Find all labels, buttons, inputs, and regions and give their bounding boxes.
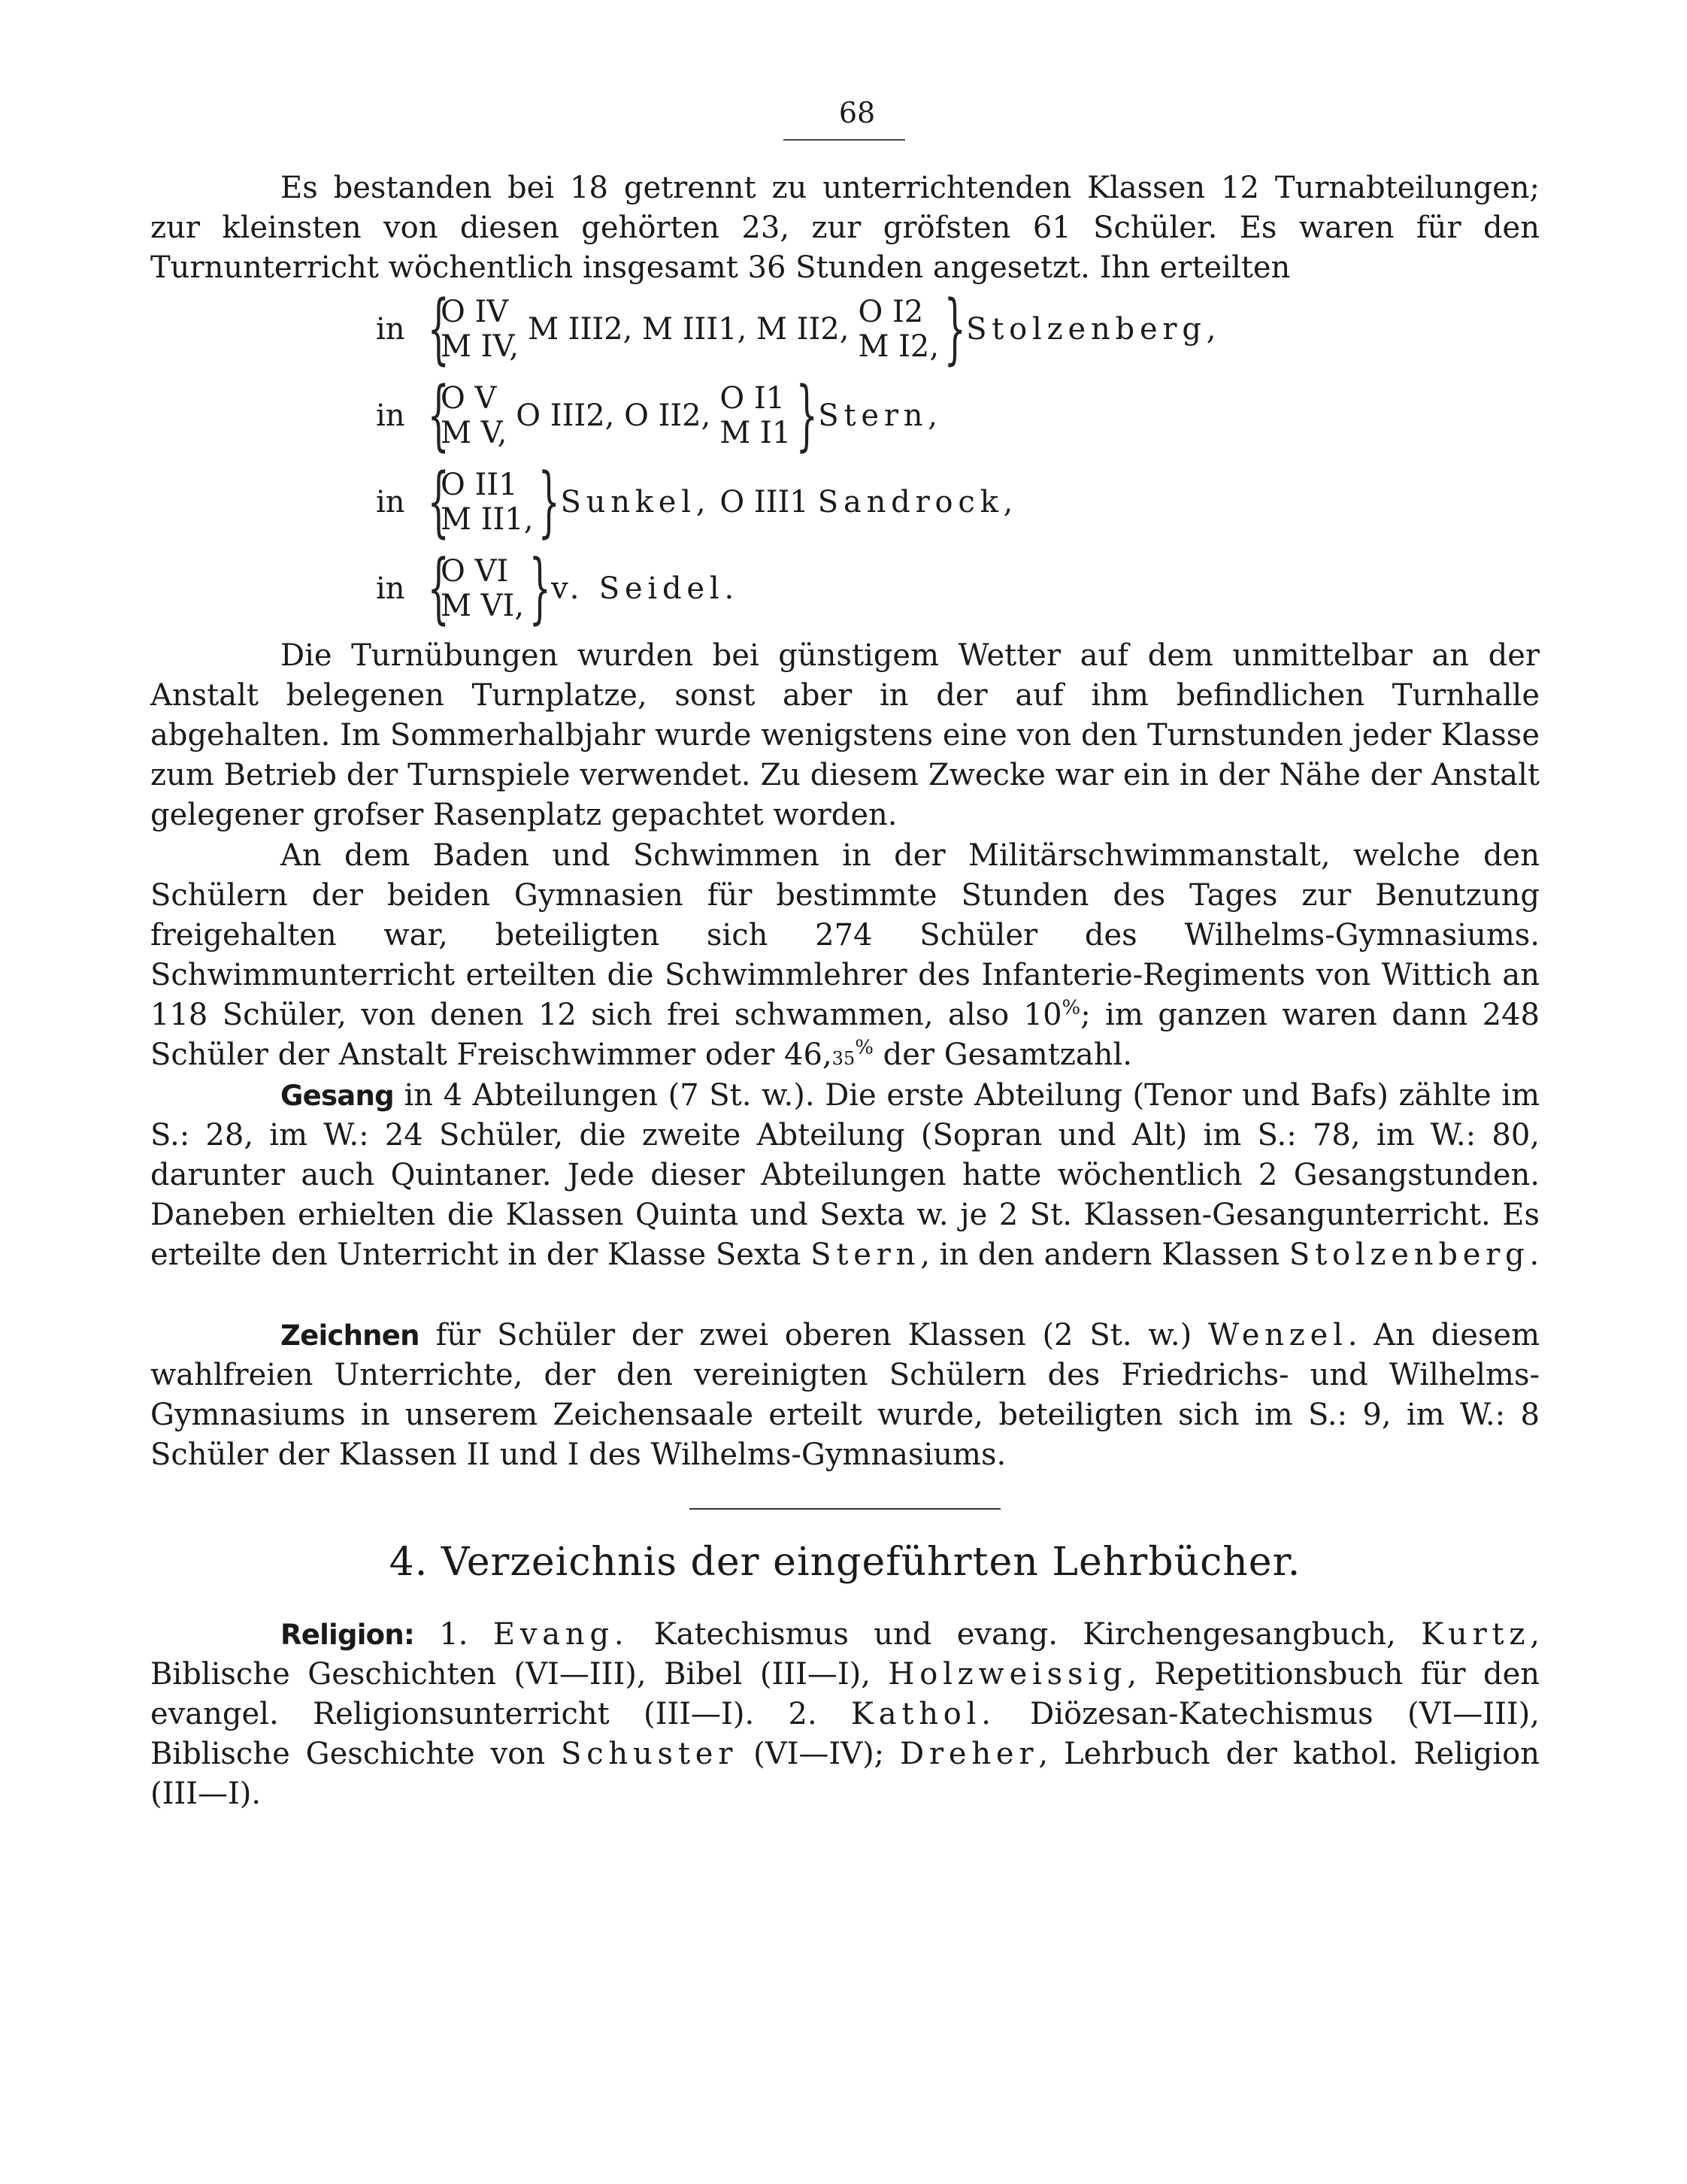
- left-brace-icon: {: [427, 544, 450, 633]
- in-word: in: [376, 485, 405, 519]
- class-top: O I1: [719, 381, 786, 416]
- class-top: O VI: [441, 554, 509, 589]
- section-separator: [689, 1508, 1001, 1510]
- author-name: Holzweissig: [888, 1657, 1128, 1692]
- class-list: M III2, M III1, M II2,: [528, 312, 850, 347]
- text-segment: 1.: [414, 1617, 493, 1652]
- section-heading: 4. Verzeichnis der eingeführten Lehrbücher.: [389, 1540, 1301, 1585]
- class-list: O III2, O II2,: [516, 398, 711, 433]
- in-word: in: [376, 398, 405, 433]
- page-number: 68: [838, 96, 876, 129]
- right-brace-icon: }: [538, 457, 561, 547]
- text-segment: An dem Baden und Schwimmen in der Militärschwimmanstalt, welche den Schülern der beiden Gymnasien für bestimmte Stunden des Tages zur Benutzung freigehalten war, beteiligten sich 274 Schüler des Wilhelms-Gymnasiums. Schwimmunterricht erteilten die Schwimmlehrer des Infanterie-Regiments von Wittich an 118 Schüler, von denen 12 sich frei schwammen, also 10: [150, 838, 1540, 1032]
- paragraph-schwimmen: [150, 836, 1540, 1079]
- text-segment: . An diesem wahlfreien Unterrichte, der den vereinigten Schülern des Friedrichs- und Wilhelms-Gymnasiums in unserem Zeichensaale erteilt wurde, beteiligten sich im S.: 9, im W.: 8 Schüler der Klassen II und I des Wilhelms-Gymnasiums.: [150, 1318, 1540, 1472]
- paragraph-zeichnen: [150, 1316, 1540, 1475]
- right-brace-icon: }: [529, 544, 551, 633]
- paragraph-turnabteilungen: Es bestanden bei 18 getrennt zu unterrichtenden Klassen 12 Turnabteilungen; zur kleinsten von diesen gehörten 23, zur gröfsten 61 Schüler. Es waren für den Turnunterricht wöchentlich insgesamt 36 Stunden angesetzt. Ihn erteilten: [150, 171, 1540, 285]
- right-brace-icon: }: [795, 371, 819, 460]
- teacher-name: Wenzel: [1208, 1318, 1348, 1353]
- spaced-term: Evang.: [492, 1617, 629, 1652]
- paragraph-gesang: [150, 1076, 1540, 1275]
- decimal-digits: 35: [831, 1048, 856, 1069]
- class-bottom: M I2,: [858, 329, 940, 364]
- assignment-row-stolzenberg: [376, 284, 1222, 374]
- page-number-rule: [783, 139, 905, 141]
- text-segment: für Schüler der zwei oberen Klassen (2 St. w.): [419, 1318, 1209, 1353]
- in-word: in: [376, 571, 405, 606]
- right-brace-icon: }: [943, 284, 966, 374]
- assignment-row-sunkel: [376, 457, 1019, 547]
- text-segment: , in den andern Klassen: [920, 1237, 1289, 1272]
- section-label-gesang: Gesang: [280, 1080, 394, 1112]
- text-segment: ; im ganzen waren dann 248 Schüler der Anstalt Freischwimmer oder 46,: [150, 998, 1540, 1072]
- text-segment: , Biblische Geschichten (VI—III), Bibel (III—I),: [150, 1617, 1540, 1692]
- class-bottom: M VI,: [441, 589, 525, 623]
- class-top: O V: [441, 381, 497, 416]
- class-stack: [441, 381, 507, 450]
- text-segment: (VI—IV);: [737, 1737, 901, 1771]
- paragraph-religion: [150, 1615, 1540, 1814]
- class-bottom: M V,: [441, 416, 507, 450]
- spaced-term: Kathol.: [851, 1697, 996, 1731]
- class-stack-right: [719, 381, 791, 450]
- teacher-name: Stern: [810, 1237, 921, 1272]
- section-label-religion: Religion:: [280, 1619, 415, 1651]
- class-list: O III1: [719, 485, 809, 519]
- section-label-zeichnen: Zeichnen: [280, 1319, 419, 1352]
- class-stack: [441, 295, 519, 364]
- left-brace-icon: {: [427, 284, 450, 374]
- teacher-name: Stolzenberg,: [966, 312, 1222, 347]
- text-segment: der Gesamtzahl.: [873, 1037, 1132, 1072]
- class-bottom: M II1,: [441, 502, 534, 537]
- author-name: Dreher: [900, 1737, 1039, 1771]
- left-brace-icon: {: [427, 457, 450, 547]
- text-segment: , Lehrbuch der kathol. Religion (III—I).: [150, 1737, 1540, 1811]
- class-bottom: M IV,: [441, 329, 519, 364]
- left-brace-icon: {: [427, 371, 450, 460]
- percent-sign: %: [1062, 996, 1081, 1019]
- paragraph-turnuebungen: Die Turnübungen wurden bei günstigem Wetter auf dem unmittelbar an der Anstalt belegenen Turnplatze, sonst aber in der auf ihm befindlichen Turnhalle abgehalten. Im Sommerhalbjahr wurde wenigstens eine von den Turnstunden jeder Klasse zum Betrieb der Turnspiele verwendet. Zu diesem Zwecke war ein in der Nähe der Anstalt gelegener grofser Rasenplatz gepachtet worden.: [150, 638, 1540, 832]
- author-name: Kurtz: [1421, 1617, 1531, 1652]
- class-stack: [441, 468, 533, 537]
- assignment-row-seidel: [376, 544, 740, 633]
- text-segment: Diözesan-Katechismus (VI—III), Biblische Geschichte von: [150, 1697, 1540, 1771]
- in-word: in: [376, 312, 405, 347]
- teacher-name: v. Seidel.: [551, 571, 740, 606]
- author-name: Schuster: [561, 1737, 738, 1771]
- class-top: O I2: [858, 295, 924, 329]
- class-stack-right: [858, 295, 939, 364]
- assignment-row-stern: [376, 371, 943, 460]
- teacher-name: Sunkel,: [560, 485, 711, 519]
- class-bottom: M I1: [719, 416, 792, 450]
- class-top: O IV: [441, 295, 509, 329]
- class-stack: [441, 554, 524, 623]
- percent-sign: %: [855, 1036, 874, 1059]
- text-segment: in 4 Abteilungen (7 St. w.). Die erste Abteilung (Tenor und Bafs) zählte im S.: 28, im W.: 24 Schüler, die zweite Abteilung (Sopran und Alt) im S.: 78, im W.: 80, darunter auch Quintaner. Jede dieser Abteilungen hatte wöchentlich 2 Gesangstunden. Daneben erhielten die Klassen Quinta und Sexta w. je 2 St. Klassen-Gesangunterricht. Es erteilte den Unterricht in der Klasse Sexta: [150, 1078, 1540, 1272]
- teacher-name: Sandrock,: [817, 485, 1019, 519]
- teacher-name: Stern,: [818, 398, 943, 433]
- teacher-name: Stolzenberg: [1289, 1237, 1530, 1272]
- class-top: O II1: [441, 468, 518, 502]
- text-segment: , Repetitionsbuch für den evangel. Religionsunterricht (III—I). 2.: [150, 1657, 1540, 1731]
- text-segment: .: [1529, 1237, 1540, 1272]
- text-segment: Katechismus und evang. Kirchengesangbuch,: [628, 1617, 1422, 1652]
